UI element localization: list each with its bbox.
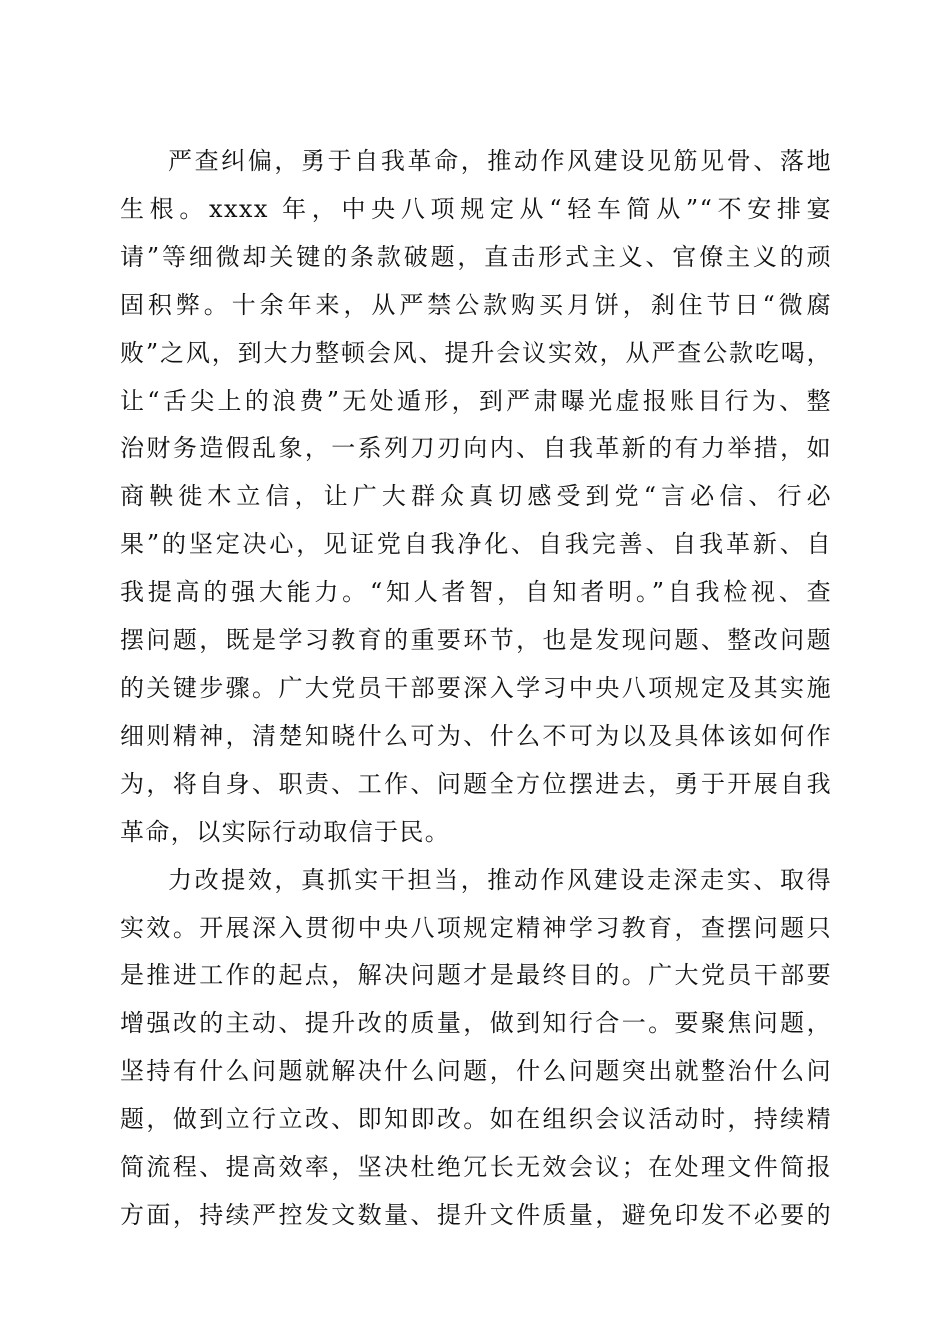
paragraph-strict-correction <box>120 138 832 857</box>
text-line: 固积弊。十余年来，从严禁公款购买月饼，刹住节日“微腐 <box>120 290 832 319</box>
text-line: 败”之风，到大力整顿会风、提升会议实效，从严查公款吃喝， <box>120 338 832 367</box>
text-line: 革命，以实际行动取信于民。 <box>120 817 451 846</box>
text-line: 方面，持续严控发文数量、提升文件质量，避免印发不必要的 <box>120 1200 832 1229</box>
text-line: 商鞅徙木立信，让广大群众真切感受到党“言必信、行必 <box>120 482 832 511</box>
text-line: 请”等细微却关键的条款破题，直击形式主义、官僚主义的顽 <box>120 242 832 271</box>
text-line: 果”的坚定决心，见证党自我净化、自我完善、自我革新、自 <box>120 530 832 559</box>
text-line: 生根。xxxx 年，中央八项规定从“轻车简从”“不安排宴 <box>120 194 832 223</box>
text-line: 严查纠偏，勇于自我革命，推动作风建设见筋见骨、落地 <box>168 147 832 175</box>
text-line: 我提高的强大能力。“知人者智，自知者明。”自我检视、查 <box>120 578 832 607</box>
paragraph-effective-reform <box>120 857 832 1240</box>
text-line: 坚持有什么问题就解决什么问题，什么问题突出就整治什么问 <box>120 1057 832 1086</box>
text-line: 力改提效，真抓实干担当，推动作风建设走深走实、取得 <box>168 865 832 894</box>
text-line: 实效。开展深入贯彻中央八项规定精神学习教育，查摆问题只 <box>120 913 832 942</box>
text-line: 为，将自身、职责、工作、问题全方位摆进去，勇于开展自我 <box>120 769 832 798</box>
text-line: 题，做到立行立改、即知即改。如在组织会议活动时，持续精 <box>120 1105 832 1134</box>
text-line: 是推进工作的起点，解决问题才是最终目的。广大党员干部要 <box>120 961 832 990</box>
text-line: 的关键步骤。广大党员干部要深入学习中央八项规定及其实施 <box>120 673 832 702</box>
text-line: 细则精神，清楚知晓什么可为、什么不可为以及具体该如何作 <box>120 721 832 750</box>
text-line: 让“舌尖上的浪费”无处遁形，到严肃曝光虚报账目行为、整 <box>120 386 832 415</box>
text-line: 增强改的主动、提升改的质量，做到知行合一。要聚焦问题， <box>120 1009 832 1038</box>
document-body <box>120 138 832 1240</box>
text-line: 摆问题，既是学习教育的重要环节，也是发现问题、整改问题 <box>120 626 832 655</box>
text-line: 简流程、提高效率，坚决杜绝冗长无效会议；在处理文件简报 <box>120 1153 832 1182</box>
text-line: 治财务造假乱象，一系列刀刃向内、自我革新的有力举措，如 <box>120 434 832 463</box>
